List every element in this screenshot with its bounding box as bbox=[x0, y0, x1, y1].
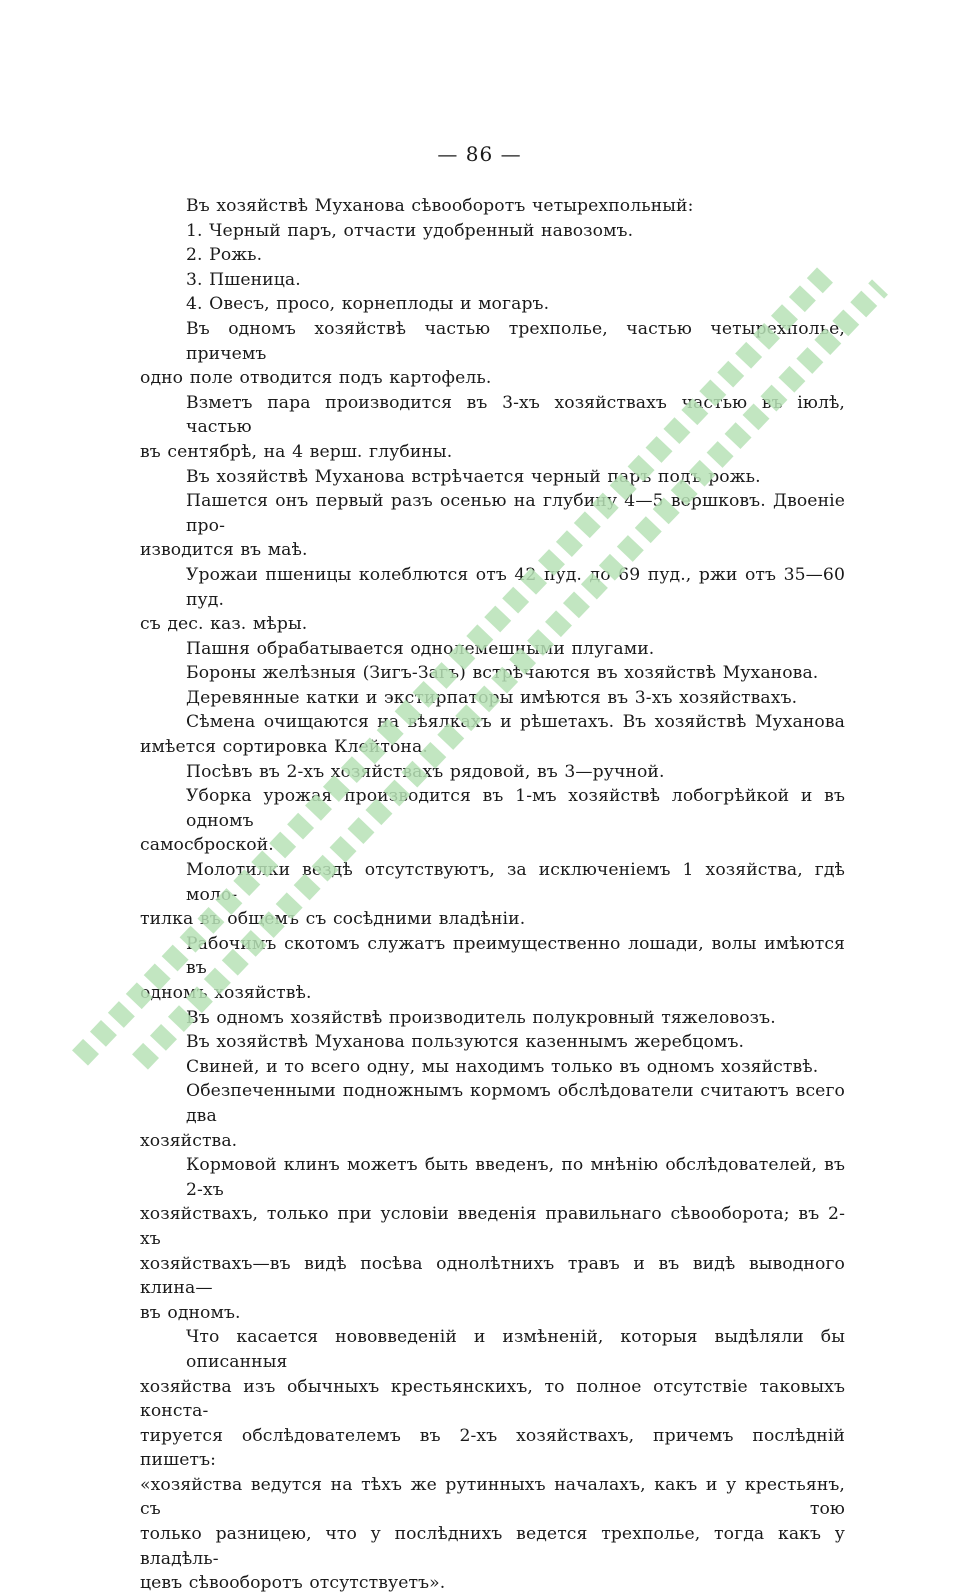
text-line: хозяйства. bbox=[140, 1130, 238, 1151]
text-line: Свиней, и то всего одну, мы находимъ только въ одномъ хозяйствѣ. bbox=[186, 1056, 819, 1077]
text-line: одномъ хозяйствѣ. bbox=[140, 983, 312, 1003]
text-line: Урожаи пшеницы колеблются отъ 42 пуд. до 69 пуд., ржи отъ 35—60 пуд. bbox=[186, 564, 845, 610]
text-line: изводится въ маѣ. bbox=[140, 540, 308, 561]
text-line: имѣется сортировка Клейтона. bbox=[140, 737, 428, 758]
text-line: Въ одномъ хозяйствѣ производитель полукровный тяжеловозъ. bbox=[186, 1007, 776, 1028]
text-line: 4. Овесъ, просо, корнеплоды и могаръ. bbox=[186, 294, 550, 315]
text-line: съ дес. каз. мѣры. bbox=[140, 614, 308, 635]
text-line: Что касается нововведенiй и измѣненiй, которыя выдѣляли бы описанныя bbox=[186, 1327, 845, 1372]
text-line: Уборка урожая производится въ 1-мъ хозяйствѣ лобогрѣйкой и въ одномъ bbox=[186, 786, 845, 831]
text-line: Въ одномъ хозяйствѣ частью трехполье, частью четырехполье, причемъ bbox=[186, 318, 845, 364]
text-line: 3. Пшеница. bbox=[186, 269, 301, 290]
text-line: Молотилки вездѣ отсутствуютъ, за исключенiемъ 1 хозяйства, гдѣ моло- bbox=[186, 860, 845, 905]
text-line: въ одномъ. bbox=[140, 1302, 241, 1323]
text-line: цевъ сѣвооборотъ отсутствуетъ». bbox=[140, 1573, 446, 1594]
text-line: хозяйства изъ обычныхъ крестьянскихъ, то полное отсутствiе таковыхъ конста- bbox=[140, 1376, 845, 1422]
text-line: «хозяйства ведутся на тѣхъ же рутинныхъ началахъ, какъ и у крестьянъ, съ тою bbox=[140, 1474, 845, 1520]
text-line: Въ хозяйствѣ Муханова сѣвооборотъ четырехпольный: bbox=[186, 196, 694, 216]
text-line: Бороны желѣзныя (Зигъ-Загъ) встрѣчаются въ хозяйствѣ Муханова. bbox=[186, 663, 819, 684]
page-number: — 86 — bbox=[437, 142, 522, 166]
text-line: Посѣвъ въ 2-хъ хозяйствахъ рядовой, въ 3—ручной. bbox=[186, 761, 665, 782]
text-line: только разницею, что у послѣднихъ ведется трехполье, тогда какъ у владѣль- bbox=[140, 1524, 845, 1569]
body-text bbox=[140, 194, 845, 1596]
text-line: Сѣмена очищаются на вѣялкахъ и рѣшетахъ. Въ хозяйствѣ Муханова bbox=[186, 712, 845, 733]
text-line: Рабочимъ скотомъ служатъ преимущественно лошади, волы имѣются въ bbox=[186, 933, 845, 979]
text-line: Въ хозяйствѣ Муханова встрѣчается черный паръ подъ рожь. bbox=[186, 466, 761, 487]
text-line: хозяйствахъ, только при условiи введенiя правильнаго сѣвооборота; въ 2-хъ bbox=[140, 1204, 845, 1249]
text-line: Обезпеченными подножнымъ кормомъ обслѣдователи считаютъ всего два bbox=[186, 1081, 845, 1126]
text-line: Деревянные катки и экстирпаторы имѣются въ 3-хъ хозяйствахъ. bbox=[186, 687, 798, 708]
text-line: Взметъ пара производится въ 3-хъ хозяйствахъ частью въ iюлѣ, частью bbox=[186, 392, 845, 438]
text-line: Пашня обрабатывается однолемешными плугами. bbox=[186, 638, 655, 659]
text-line: тируется обслѣдователемъ въ 2-хъ хозяйствахъ, причемъ послѣднiй пишетъ: bbox=[140, 1425, 845, 1471]
text-line: 1. Черный паръ, отчасти удобренный навозомъ. bbox=[186, 220, 634, 241]
text-line: одно поле отводится подъ картофель. bbox=[140, 368, 492, 389]
text-line: въ сентябрѣ, на 4 верш. глубины. bbox=[140, 441, 453, 462]
text-line: Въ хозяйствѣ Муханова пользуются казеннымъ жеребцомъ. bbox=[186, 1032, 745, 1053]
text-line: хозяйствахъ—въ видѣ посѣва однолѣтнихъ травъ и въ видѣ выводного клина— bbox=[140, 1253, 845, 1299]
text-line: Кормовой клинъ можетъ быть введенъ, по мнѣнiю обслѣдователей, въ 2-хъ bbox=[186, 1155, 845, 1200]
text-line: Пашется онъ первый разъ осенью на глубину 4—5 вершковъ. Двоенiе про- bbox=[186, 491, 845, 536]
text-line: 2. Рожь. bbox=[186, 245, 263, 266]
text-line: тилка въ общемъ съ сосѣдними владѣнiи. bbox=[140, 909, 526, 930]
text-line: самосброской. bbox=[140, 835, 274, 856]
